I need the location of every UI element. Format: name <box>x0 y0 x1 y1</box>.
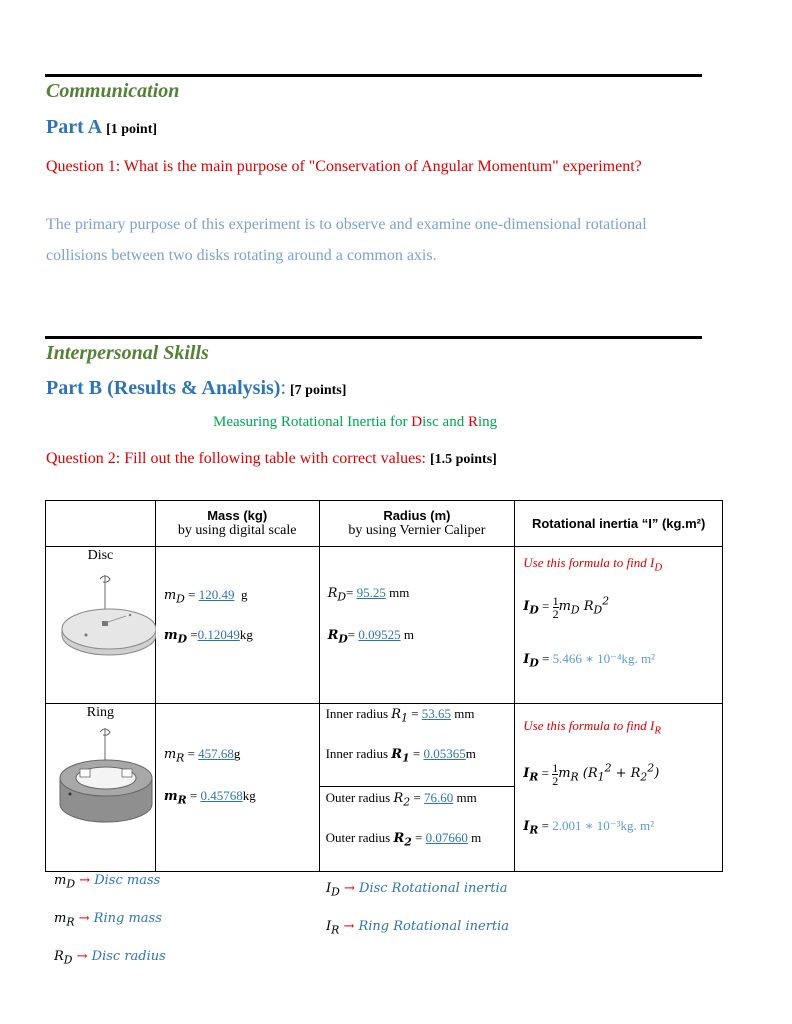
disc-radius-m-unit: m <box>403 627 414 642</box>
ring-inner-m-unit: m <box>465 746 476 761</box>
disc-inertia-result: $I_D = 5.466$ ∗ 10⁻⁴kg. m² <box>523 651 656 670</box>
ring-inner-mm: Inner radius $R_1 = 53.65$ mm <box>325 706 475 725</box>
disc-mass-cell <box>155 547 319 704</box>
header-radius-label: Radius (m) <box>383 508 451 523</box>
ring-inner-mm-unit: mm <box>454 706 475 721</box>
ring-formula-hint <box>523 718 661 737</box>
ring-label-cell <box>46 704 156 872</box>
ring-formula: $I_R$ = $\frac{1}{2}$ $m_R$ $(R_1^2 + R_2^2)$ <box>523 761 660 788</box>
ring-outer-m-value: 0.07660 <box>425 830 468 845</box>
disc-mass-g-value: 120.49 <box>198 587 235 602</box>
ring-outer-m: Outer radius $R_2 = 0.07660$ m <box>325 830 482 849</box>
ring-outer-mm-value: 76.60 <box>423 790 454 805</box>
ring-outer-m-unit: m <box>471 830 482 845</box>
disc-radius-mm-value: 95.25 <box>356 585 386 600</box>
ring-inner-m-value: 0.05365 <box>423 746 466 761</box>
disc-mass-g-unit: g <box>240 587 248 602</box>
disc-radius-m: $R_D= 0.09525$ m <box>327 627 414 646</box>
ring-inertia-cell <box>515 704 723 872</box>
question-2-points: [1.5 points] <box>429 452 497 467</box>
ring-radius-cell <box>319 704 515 872</box>
part-b-colon: : <box>280 377 287 399</box>
disc-label: Disc <box>87 548 114 563</box>
ring-mass-g-unit: g <box>233 746 241 761</box>
header-mass <box>155 501 319 547</box>
section-divider <box>45 74 702 77</box>
ring-outer-mm: Outer radius $R_2 = 76.60$ mm <box>325 790 477 809</box>
subtitle-part: isc and <box>422 414 468 430</box>
ring-mass-cell <box>155 704 319 872</box>
disc-hint-text: Use this formula to find I <box>523 555 655 570</box>
legend-ir: $I_R$ → Ring Rotational inertia <box>326 919 510 937</box>
part-b-points: [7 points] <box>290 383 347 398</box>
ring-mass-g-value: 457.68 <box>198 746 234 761</box>
ring-hint-sub: R <box>654 724 661 737</box>
ring-mass-kg-value: 0.45768 <box>200 788 243 803</box>
header-empty <box>46 501 156 547</box>
section-title-interpersonal: Interpersonal Skills <box>46 342 209 364</box>
ring-row <box>46 704 723 872</box>
legend-md: $m_D$ → Disc mass <box>54 873 161 891</box>
subtitle-r: R <box>467 414 478 430</box>
disc-formula-hint <box>523 555 662 574</box>
legend-mr: $m_R$ → Ring mass <box>54 911 162 929</box>
rotational-inertia-table <box>45 500 723 872</box>
ring-diagram-icon <box>48 724 156 834</box>
legend-mr-text: Ring mass <box>93 911 162 926</box>
legend-id-text: Disc Rotational inertia <box>359 881 508 896</box>
ring-inner-label: Inner radius <box>325 706 389 721</box>
ring-inertia-result: $I_R = 2.001$ ∗ 10⁻³kg. m² <box>523 818 655 837</box>
header-radius-sub: by using Vernier Caliper <box>348 523 486 538</box>
header-mass-sub: by using digital scale <box>177 523 297 538</box>
header-radius <box>319 501 515 547</box>
legend-rd: $R_D$ → Disc radius <box>54 949 166 967</box>
ring-inner-label-2: Inner radius <box>325 746 389 761</box>
section-title-communication: Communication <box>46 80 180 102</box>
ring-mass-kg-unit: kg <box>242 788 256 803</box>
question-2 <box>46 450 497 468</box>
ring-inner-m: Inner radius $R_1 = 0.05365m$ <box>325 746 476 765</box>
question-1: Question 1: What is the main purpose of "Conservation of Angular Momentum" experiment? <box>46 158 642 175</box>
part-a-title: Part A <box>46 116 103 138</box>
part-a-points: [1 point] <box>106 122 158 137</box>
disc-mass-kg: $m_D =0.12049kg$ <box>163 627 253 646</box>
answer-1: The primary purpose of this experiment is to observe and examine one-dimensional rotational collisions between two disks rotating around a common axis. <box>46 216 647 264</box>
disc-radius-cell <box>319 547 515 704</box>
disc-radius-mm-unit: mm <box>389 585 410 600</box>
disc-mass-kg-unit: kg <box>239 627 253 642</box>
section-divider <box>45 336 702 339</box>
disc-radius-mm: $R_D= 95.25$ mm <box>327 585 410 604</box>
subtitle-d: D <box>411 414 423 430</box>
ring-mass-kg: $m_R = 0.45768kg$ <box>163 788 256 807</box>
disc-hint-sub: D <box>654 561 663 574</box>
legend-rd-text: Disc radius <box>91 949 166 964</box>
disc-formula: $I_D$ = $\frac{1}{2}$ $m_D$ $R_D^2$ <box>523 594 610 621</box>
ring-outer-label-2: Outer radius <box>325 830 391 845</box>
disc-inertia-cell <box>515 547 723 704</box>
table-header-row <box>46 501 723 547</box>
legend-id: $I_D$ → Disc Rotational inertia <box>326 881 508 899</box>
question-2-text: Question 2: Fill out the following table with correct values: <box>46 450 430 467</box>
ring-outer-label: Outer radius <box>325 790 391 805</box>
legend-ir-text: Ring Rotational inertia <box>358 919 510 934</box>
disc-diagram-icon <box>48 569 156 669</box>
ring-inertia-value: 2.001 ∗ 10⁻³kg. m² <box>552 818 655 833</box>
legend-md-text: Disc mass <box>94 873 161 888</box>
ring-mass-g: $m_R = 457.68g$ <box>163 746 241 765</box>
ring-outer-mm-unit: mm <box>456 790 477 805</box>
disc-mass-g: $m_D = 120.49$ g <box>163 587 248 606</box>
disc-inertia-value: 5.466 ∗ 10⁻⁴kg. m² <box>552 651 656 666</box>
disc-label-cell <box>46 547 156 704</box>
ring-hint-text: Use this formula to find I <box>523 718 655 733</box>
disc-row <box>46 547 723 704</box>
subtitle-part: Measuring Rotational Inertia for <box>213 414 412 430</box>
part-a-heading <box>46 116 157 139</box>
ring-radius-divider <box>320 786 515 787</box>
disc-radius-m-value: 0.09525 <box>358 627 401 642</box>
part-b-heading <box>46 377 346 400</box>
ring-inner-mm-value: 53.65 <box>421 706 452 721</box>
ring-label: Ring <box>86 705 115 720</box>
header-inertia: Rotational inertia “I” (kg.m²) <box>515 501 723 547</box>
header-mass-label: Mass (kg) <box>207 508 268 523</box>
subtitle-part: ing <box>477 414 498 430</box>
disc-mass-kg-value: 0.12049 <box>197 627 240 642</box>
part-b-title: Part B (Results & Analysis) <box>46 377 281 399</box>
table-subtitle <box>213 414 497 431</box>
